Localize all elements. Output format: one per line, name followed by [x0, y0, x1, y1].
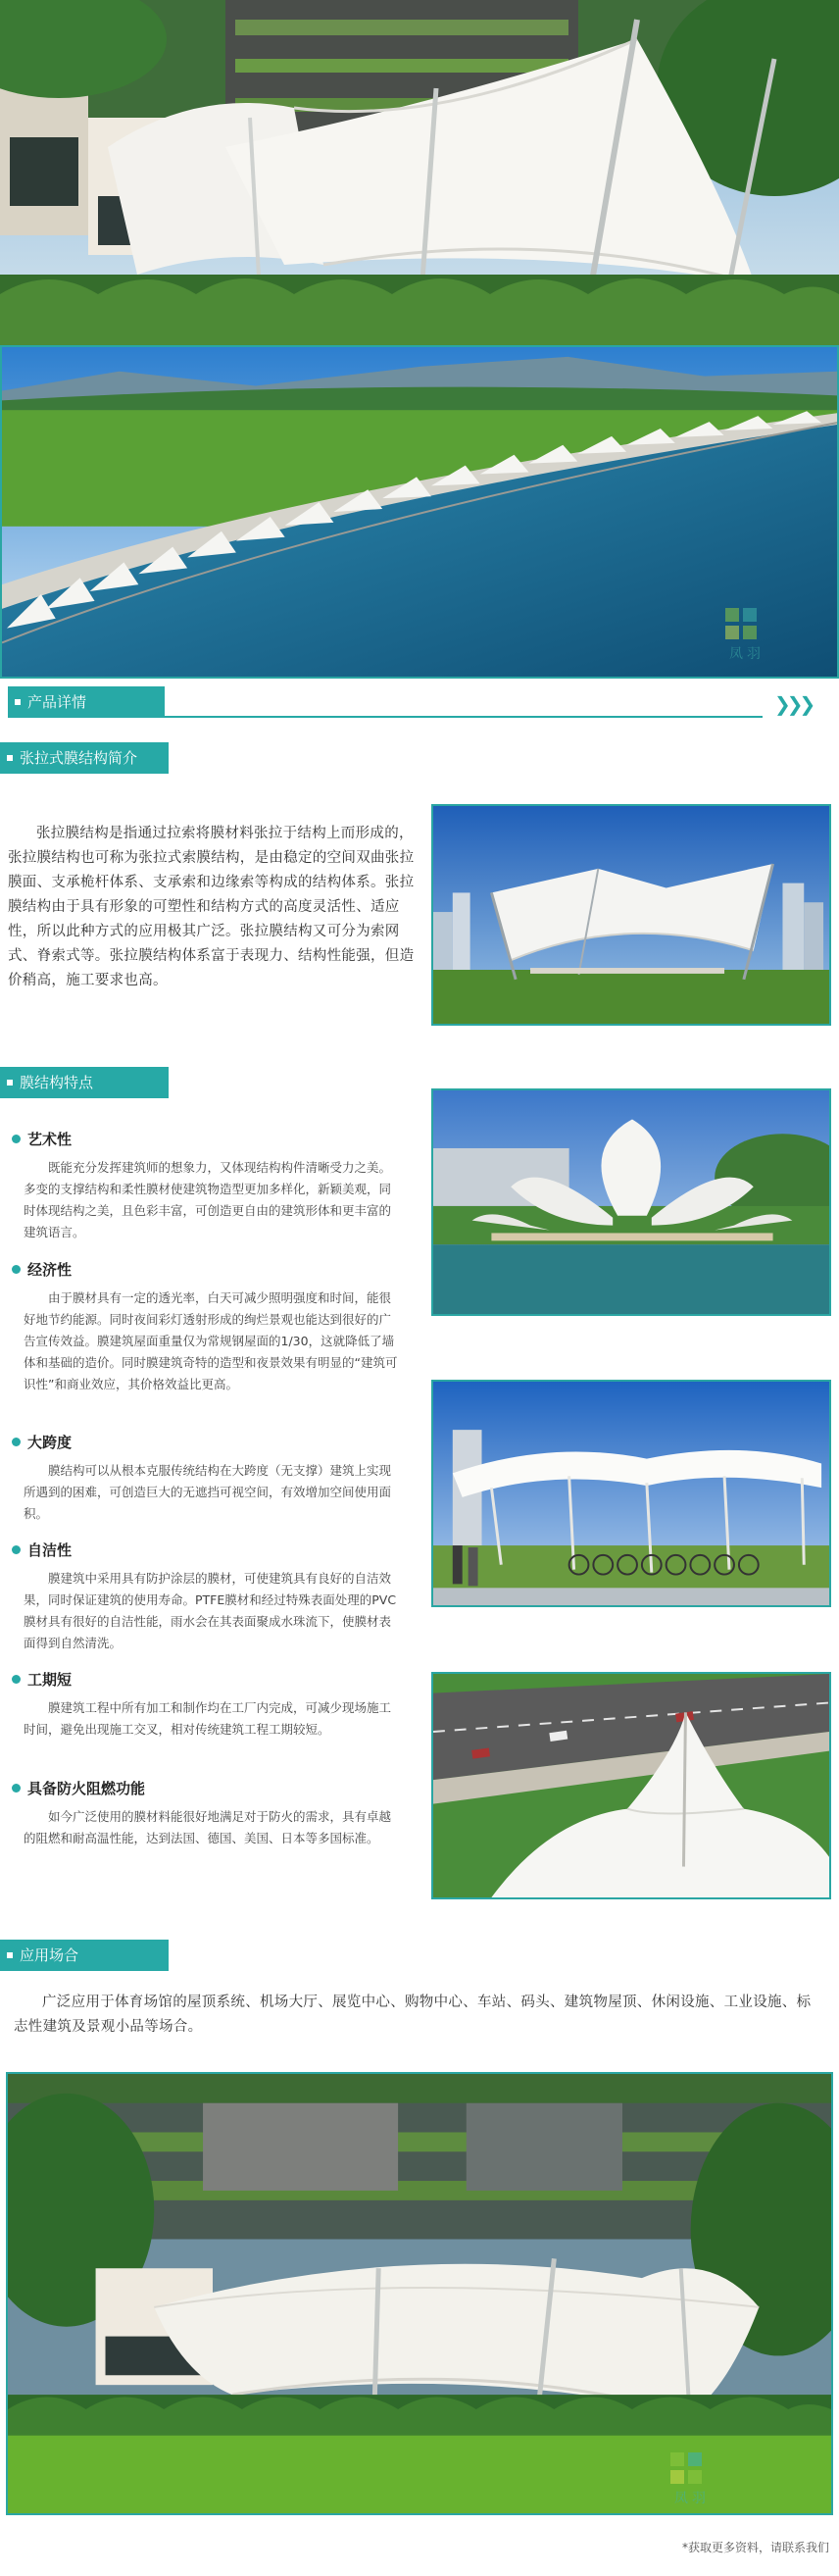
- tag-product-detail: [8, 686, 165, 718]
- bullet-dot-icon: [12, 1545, 21, 1554]
- watermark-logo-bottom: [661, 2449, 723, 2507]
- bullet-dot-icon: [12, 1265, 21, 1274]
- watermark-text: 凤羽: [729, 646, 765, 662]
- bullet-dot-icon: [12, 1438, 21, 1446]
- intro-paragraph: 张拉膜结构是指通过拉索将膜材料张拉于结构上而形成的，张拉膜结构也可称为张拉式索膜结构，是由稳定的空间双曲张拉膜面、支承桅杆体系、支承索和边缘索等构成的结构体系。张拉膜结构由于具有形象的可塑性和结构方式的高度灵活性、适应性，所以此种方式的应用极其广泛。张拉膜结构又可分为索网式、脊索式等。张拉膜结构体系富于表现力、结构性能强，但造价稍高，施工要求也高。: [8, 826, 415, 988]
- feature-title-art: 艺术性: [12, 1129, 72, 1149]
- tag-features: [0, 1067, 169, 1098]
- feature-title-fireproof: 具备防火阻燃功能: [12, 1778, 145, 1798]
- hero-photo-lakeside: [0, 345, 839, 679]
- feature-title-economy: 经济性: [12, 1259, 72, 1280]
- feature-title-schedule: 工期短: [12, 1669, 72, 1690]
- applications-photo: [6, 2072, 833, 2515]
- feature-text-self-clean: 膜建筑中采用具有防护涂层的膜材，可使建筑具有良好的自洁效果，同时保证建筑的使用寿命。PTFE膜材和经过特殊表面处理的PVC膜材具有很好的自洁性能，雨水会在其表面聚成水珠流下，使膜材表面得到自然清洗。: [24, 1571, 397, 1650]
- tag-applications-label: 应用场合: [20, 1946, 79, 1964]
- feature-photo-aerial: [431, 1672, 831, 1899]
- hero-photo-canopy: [0, 0, 839, 345]
- watermark-logo: [716, 604, 778, 663]
- tag-applications: [0, 1940, 169, 1971]
- feature-text-span: 膜结构可以从根本克服传统结构在大跨度（无支撑）建筑上实现所遇到的困难，可创造巨大的无遮挡可视空间，有效增加空间使用面积。: [24, 1463, 392, 1521]
- chevron-arrows-icon: ❯❯❯: [774, 692, 813, 716]
- feature-text-art: 既能充分发挥建筑师的想象力，又体现结构构件清晰受力之美。多变的支撑结构和柔性膜材使建筑物造型更加多样化，新颖美观，同时体现结构之美，且色彩丰富，可创造更自由的建筑形体和更丰富的建筑语言。: [24, 1160, 392, 1239]
- feature-text-economy: 由于膜材具有一定的透光率，白天可减少照明强度和时间，能很好地节约能源。同时夜间彩灯透射形成的绚烂景观也能达到很好的广告宣传效益。膜建筑屋面重量仅为常规钢屋面的1/30，这就降低了墙体和基础的造价。同时膜建筑奇特的造型和夜景效果有明显的“建筑可识性”和商业效应，其价格效益比更高。: [24, 1290, 398, 1391]
- bullet-dot-icon: [12, 1675, 21, 1684]
- bullet-dot-icon: [12, 1135, 21, 1143]
- feature-title-self-clean: 自洁性: [12, 1540, 72, 1560]
- feature-text-fireproof: 如今广泛使用的膜材料能很好地满足对于防火的需求，具有卓越的阻燃和耐高温性能，达到法国、德国、美国、日本等多国标准。: [24, 1809, 392, 1845]
- feature-title-span: 大跨度: [12, 1432, 72, 1452]
- applications-paragraph: 广泛应用于体育场馆的屋顶系统、机场大厅、展览中心、购物中心、车站、码头、建筑物屋顶、休闲设施、工业设施、标志性建筑及景观小品等场合。: [14, 1995, 812, 2035]
- tag-features-label: 膜结构特点: [20, 1074, 94, 1091]
- bullet-dot-icon: [12, 1784, 21, 1793]
- footer-note: *获取更多资料，请联系我们: [681, 2541, 829, 2554]
- feature-text-schedule: 膜建筑工程中所有加工和制作均在工厂内完成，可减少现场施工时间，避免出现施工交叉，相对传统建筑工程工期较短。: [24, 1700, 392, 1737]
- intro-photo: [431, 804, 831, 1026]
- feature-photo-bikeshed: [431, 1380, 831, 1607]
- section-divider: [165, 716, 763, 718]
- tag-intro: [0, 742, 169, 774]
- tag-intro-label: 张拉式膜结构简介: [20, 749, 138, 767]
- watermark-text-bottom: 凤羽: [674, 2491, 710, 2506]
- tag-product-detail-label: 产品详情: [27, 693, 87, 711]
- feature-photo-lotus: [431, 1088, 831, 1316]
